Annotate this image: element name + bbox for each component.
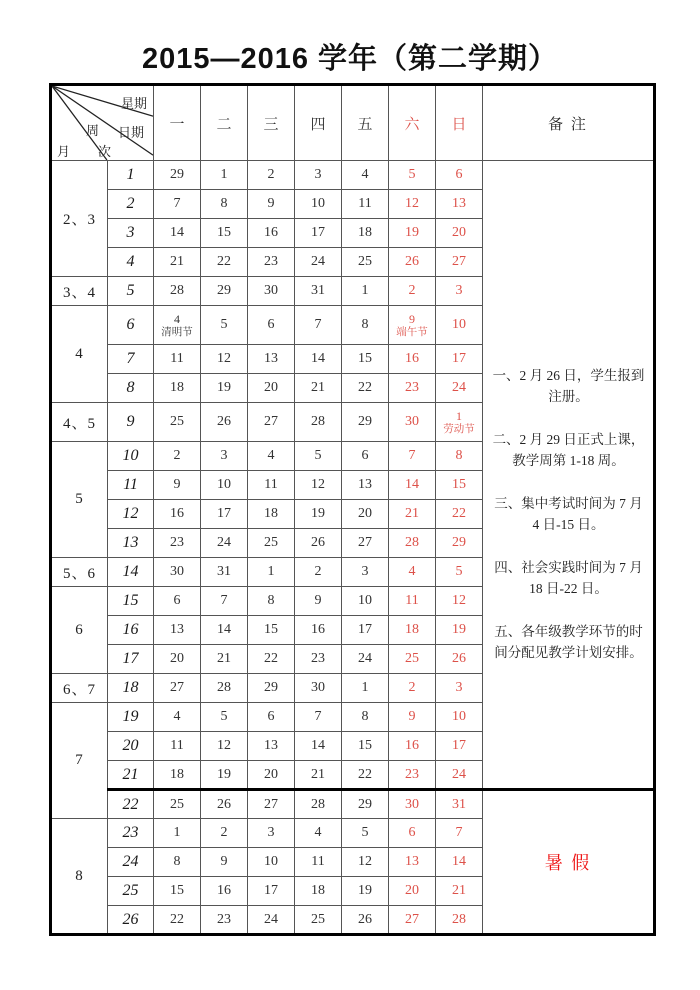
month-cell: 6、7 <box>51 674 108 703</box>
day-cell: 12 <box>342 848 389 877</box>
day-cell: 22 <box>342 374 389 403</box>
day-cell: 2 <box>389 674 436 703</box>
summer-vacation-label: 暑 假 <box>483 790 655 935</box>
week-number: 11 <box>108 471 154 500</box>
corner-month-label: 月 <box>57 144 71 159</box>
day-cell: 15 <box>201 219 248 248</box>
holiday-date: 9 <box>409 311 415 326</box>
day-cell: 19 <box>295 500 342 529</box>
month-cell: 5 <box>51 442 108 558</box>
day-cell: 14 <box>295 732 342 761</box>
day-cell: 17 <box>436 345 483 374</box>
day-cell: 5 <box>295 442 342 471</box>
day-cell: 15 <box>342 732 389 761</box>
day-cell: 6 <box>248 703 295 732</box>
day-cell: 28 <box>295 790 342 819</box>
day-cell: 17 <box>248 877 295 906</box>
day-cell: 12 <box>295 471 342 500</box>
day-cell: 7 <box>389 442 436 471</box>
day-cell: 12 <box>436 587 483 616</box>
day-cell: 9 <box>248 190 295 219</box>
day-cell: 18 <box>295 877 342 906</box>
day-cell: 21 <box>154 248 201 277</box>
month-cell: 8 <box>51 819 108 935</box>
day-cell: 16 <box>201 877 248 906</box>
week-number: 25 <box>108 877 154 906</box>
week-number: 10 <box>108 442 154 471</box>
day-cell: 8 <box>342 703 389 732</box>
day-cell: 8 <box>248 587 295 616</box>
week-number: 15 <box>108 587 154 616</box>
day-cell: 15 <box>154 877 201 906</box>
day-cell: 27 <box>248 790 295 819</box>
day-cell: 9 <box>154 471 201 500</box>
day-cell: 7 <box>201 587 248 616</box>
month-cell: 7 <box>51 703 108 819</box>
day-cell: 8 <box>342 306 389 345</box>
corner-weekday-label: 星期 <box>120 96 147 111</box>
day-cell: 2 <box>154 442 201 471</box>
day-cell: 3 <box>295 161 342 190</box>
day-cell: 25 <box>154 403 201 442</box>
day-cell: 6 <box>248 306 295 345</box>
day-cell: 19 <box>342 877 389 906</box>
day-cell: 6 <box>436 161 483 190</box>
week-row <box>51 161 655 190</box>
day-cell: 29 <box>436 529 483 558</box>
day-cell: 13 <box>248 732 295 761</box>
day-cell: 16 <box>389 345 436 374</box>
corner-diagonal-cell <box>51 85 154 161</box>
day-cell: 1 <box>154 819 201 848</box>
week-number: 2 <box>108 190 154 219</box>
day-cell: 14 <box>154 219 201 248</box>
day-cell: 3 <box>436 277 483 306</box>
corner-date-label: 日期 <box>117 125 144 140</box>
day-cell: 29 <box>342 790 389 819</box>
day-cell: 21 <box>295 761 342 790</box>
week-number: 22 <box>108 790 154 819</box>
day-cell: 30 <box>154 558 201 587</box>
holiday-date: 1 <box>456 408 462 423</box>
week-number: 6 <box>108 306 154 345</box>
day-cell: 4 <box>248 442 295 471</box>
day-cell: 8 <box>154 848 201 877</box>
day-cell: 22 <box>154 906 201 935</box>
day-cell: 26 <box>342 906 389 935</box>
day-cell: 22 <box>248 645 295 674</box>
week-number: 21 <box>108 761 154 790</box>
day-cell: 27 <box>154 674 201 703</box>
day-cell: 12 <box>201 732 248 761</box>
day-cell: 17 <box>436 732 483 761</box>
holiday-name: 端午节 <box>396 326 428 338</box>
day-cell: 22 <box>201 248 248 277</box>
day-cell: 13 <box>342 471 389 500</box>
week-number: 20 <box>108 732 154 761</box>
day-cell: 11 <box>389 587 436 616</box>
day-cell: 24 <box>248 906 295 935</box>
day-cell: 29 <box>154 161 201 190</box>
day-cell: 15 <box>342 345 389 374</box>
day-cell: 11 <box>248 471 295 500</box>
day-cell: 25 <box>248 529 295 558</box>
day-cell: 27 <box>436 248 483 277</box>
day-cell: 1 <box>248 558 295 587</box>
day-cell: 9 <box>295 587 342 616</box>
day-cell: 3 <box>201 442 248 471</box>
corner-week-label: 周 <box>86 123 100 138</box>
day-cell: 8 <box>436 442 483 471</box>
day-cell: 1 <box>342 277 389 306</box>
day-cell: 18 <box>389 616 436 645</box>
day-cell: 19 <box>201 374 248 403</box>
week-number: 19 <box>108 703 154 732</box>
day-cell: 4 <box>342 161 389 190</box>
remarks-cell <box>483 161 655 790</box>
month-cell: 4、5 <box>51 403 108 442</box>
day-cell: 14 <box>201 616 248 645</box>
week-number: 8 <box>108 374 154 403</box>
day-cell: 18 <box>342 219 389 248</box>
day-cell: 14 <box>436 848 483 877</box>
day-cell: 25 <box>342 248 389 277</box>
day-cell: 26 <box>201 403 248 442</box>
day-cell: 23 <box>201 906 248 935</box>
day-cell: 26 <box>201 790 248 819</box>
day-cell: 14 <box>295 345 342 374</box>
day-cell: 5 <box>342 819 389 848</box>
day-cell: 2 <box>248 161 295 190</box>
day-cell: 30 <box>389 790 436 819</box>
week-number: 12 <box>108 500 154 529</box>
day-cell: 19 <box>389 219 436 248</box>
day-cell: 4 <box>154 703 201 732</box>
week-number: 26 <box>108 906 154 935</box>
month-cell: 5、6 <box>51 558 108 587</box>
day-cell: 10 <box>295 190 342 219</box>
day-cell: 7 <box>154 190 201 219</box>
week-row <box>51 790 655 819</box>
week-number: 18 <box>108 674 154 703</box>
day-cell: 18 <box>154 761 201 790</box>
day-cell: 17 <box>201 500 248 529</box>
day-cell: 31 <box>201 558 248 587</box>
day-cell: 9 <box>201 848 248 877</box>
week-number: 13 <box>108 529 154 558</box>
day-cell: 5 <box>389 161 436 190</box>
remark-note: 五、各年级教学环节的时间分配见教学计划安排。 <box>494 623 643 660</box>
day-cell: 20 <box>154 645 201 674</box>
remark-note: 四、社会实践时间为 7 月 18 日-22 日。 <box>494 559 643 596</box>
day-cell: 24 <box>295 248 342 277</box>
week-number: 7 <box>108 345 154 374</box>
day-cell: 4 <box>295 819 342 848</box>
day-cell: 16 <box>154 500 201 529</box>
weekday-header-thu: 四 <box>295 85 342 161</box>
day-cell: 3 <box>436 674 483 703</box>
day-cell: 10 <box>201 471 248 500</box>
day-cell: 28 <box>295 403 342 442</box>
day-cell: 18 <box>154 374 201 403</box>
week-number: 16 <box>108 616 154 645</box>
day-cell: 4 <box>389 558 436 587</box>
day-cell: 19 <box>436 616 483 645</box>
day-cell: 5 <box>436 558 483 587</box>
day-cell: 17 <box>342 616 389 645</box>
week-number: 4 <box>108 248 154 277</box>
day-cell: 13 <box>436 190 483 219</box>
day-cell: 31 <box>295 277 342 306</box>
day-cell: 7 <box>436 819 483 848</box>
day-cell: 25 <box>295 906 342 935</box>
day-cell: 21 <box>201 645 248 674</box>
day-cell: 24 <box>436 761 483 790</box>
day-cell: 2 <box>201 819 248 848</box>
day-cell: 20 <box>389 877 436 906</box>
weekday-header-fri: 五 <box>342 85 389 161</box>
day-cell: 21 <box>389 500 436 529</box>
day-cell: 30 <box>389 403 436 442</box>
day-cell: 5 <box>201 306 248 345</box>
day-cell: 21 <box>295 374 342 403</box>
day-cell: 26 <box>389 248 436 277</box>
weekday-header-mon: 一 <box>154 85 201 161</box>
day-cell: 20 <box>248 374 295 403</box>
week-number: 24 <box>108 848 154 877</box>
week-number: 3 <box>108 219 154 248</box>
weekday-header-sun: 日 <box>436 85 483 161</box>
week-number: 5 <box>108 277 154 306</box>
day-cell: 29 <box>201 277 248 306</box>
day-cell: 3 <box>342 558 389 587</box>
day-cell: 6 <box>389 819 436 848</box>
day-cell: 11 <box>295 848 342 877</box>
day-cell: 23 <box>154 529 201 558</box>
day-cell: 30 <box>248 277 295 306</box>
day-cell: 28 <box>436 906 483 935</box>
remark-note: 一、2 月 26 日，学生报到注册。 <box>492 367 645 404</box>
day-cell: 26 <box>295 529 342 558</box>
holiday-name: 劳动节 <box>443 423 475 435</box>
day-cell: 6 <box>154 587 201 616</box>
holiday-date: 4 <box>174 311 180 326</box>
day-cell: 27 <box>389 906 436 935</box>
day-cell: 24 <box>342 645 389 674</box>
weekday-header-sat: 六 <box>389 85 436 161</box>
day-cell: 16 <box>248 219 295 248</box>
day-cell: 31 <box>436 790 483 819</box>
day-cell: 13 <box>389 848 436 877</box>
day-cell: 3 <box>248 819 295 848</box>
day-cell: 18 <box>248 500 295 529</box>
week-number: 17 <box>108 645 154 674</box>
week-number: 1 <box>108 161 154 190</box>
month-cell: 2、3 <box>51 161 108 277</box>
day-cell: 11 <box>154 732 201 761</box>
day-cell <box>154 306 201 345</box>
calendar-table <box>49 83 656 936</box>
day-cell: 23 <box>389 374 436 403</box>
day-cell: 14 <box>389 471 436 500</box>
day-cell: 29 <box>342 403 389 442</box>
day-cell: 5 <box>201 703 248 732</box>
month-cell: 3、4 <box>51 277 108 306</box>
day-cell <box>389 306 436 345</box>
day-cell: 28 <box>389 529 436 558</box>
calendar-body <box>51 161 655 935</box>
day-cell: 12 <box>201 345 248 374</box>
weekday-header-wed: 三 <box>248 85 295 161</box>
day-cell: 10 <box>436 306 483 345</box>
day-cell: 19 <box>201 761 248 790</box>
month-cell: 6 <box>51 587 108 674</box>
remarks-header: 备 注 <box>483 85 655 161</box>
day-cell: 24 <box>436 374 483 403</box>
day-cell: 27 <box>342 529 389 558</box>
day-cell: 11 <box>154 345 201 374</box>
day-cell: 25 <box>154 790 201 819</box>
day-cell: 29 <box>248 674 295 703</box>
day-cell <box>436 403 483 442</box>
day-cell: 22 <box>342 761 389 790</box>
day-cell: 11 <box>342 190 389 219</box>
page-title: 2015—2016 学年（第二学期） <box>141 43 559 75</box>
day-cell: 25 <box>389 645 436 674</box>
day-cell: 1 <box>201 161 248 190</box>
calendar-header <box>51 85 655 161</box>
day-cell: 24 <box>201 529 248 558</box>
day-cell: 2 <box>295 558 342 587</box>
day-cell: 28 <box>154 277 201 306</box>
day-cell: 12 <box>389 190 436 219</box>
day-cell: 20 <box>436 219 483 248</box>
day-cell: 27 <box>248 403 295 442</box>
day-cell: 6 <box>342 442 389 471</box>
day-cell: 22 <box>436 500 483 529</box>
corner-week-label-2: 次 <box>98 144 112 159</box>
day-cell: 16 <box>389 732 436 761</box>
day-cell: 10 <box>342 587 389 616</box>
remark-note: 二、2 月 29 日正式上课，教学周第 1-18 周。 <box>492 431 645 468</box>
day-cell: 1 <box>342 674 389 703</box>
day-cell: 15 <box>248 616 295 645</box>
week-number: 23 <box>108 819 154 848</box>
week-number: 9 <box>108 403 154 442</box>
day-cell: 15 <box>436 471 483 500</box>
day-cell: 13 <box>248 345 295 374</box>
day-cell: 10 <box>436 703 483 732</box>
day-cell: 2 <box>389 277 436 306</box>
remark-note: 三、集中考试时间为 7 月 4 日-15 日。 <box>494 495 643 532</box>
day-cell: 7 <box>295 306 342 345</box>
week-number: 14 <box>108 558 154 587</box>
day-cell: 26 <box>436 645 483 674</box>
day-cell: 20 <box>342 500 389 529</box>
day-cell: 20 <box>248 761 295 790</box>
day-cell: 23 <box>248 248 295 277</box>
day-cell: 16 <box>295 616 342 645</box>
day-cell: 13 <box>154 616 201 645</box>
holiday-name: 清明节 <box>161 326 193 338</box>
day-cell: 30 <box>295 674 342 703</box>
day-cell: 23 <box>295 645 342 674</box>
day-cell: 10 <box>248 848 295 877</box>
day-cell: 23 <box>389 761 436 790</box>
month-cell: 4 <box>51 306 108 403</box>
weekday-header-tue: 二 <box>201 85 248 161</box>
day-cell: 17 <box>295 219 342 248</box>
day-cell: 8 <box>201 190 248 219</box>
day-cell: 21 <box>436 877 483 906</box>
day-cell: 7 <box>295 703 342 732</box>
day-cell: 28 <box>201 674 248 703</box>
day-cell: 9 <box>389 703 436 732</box>
